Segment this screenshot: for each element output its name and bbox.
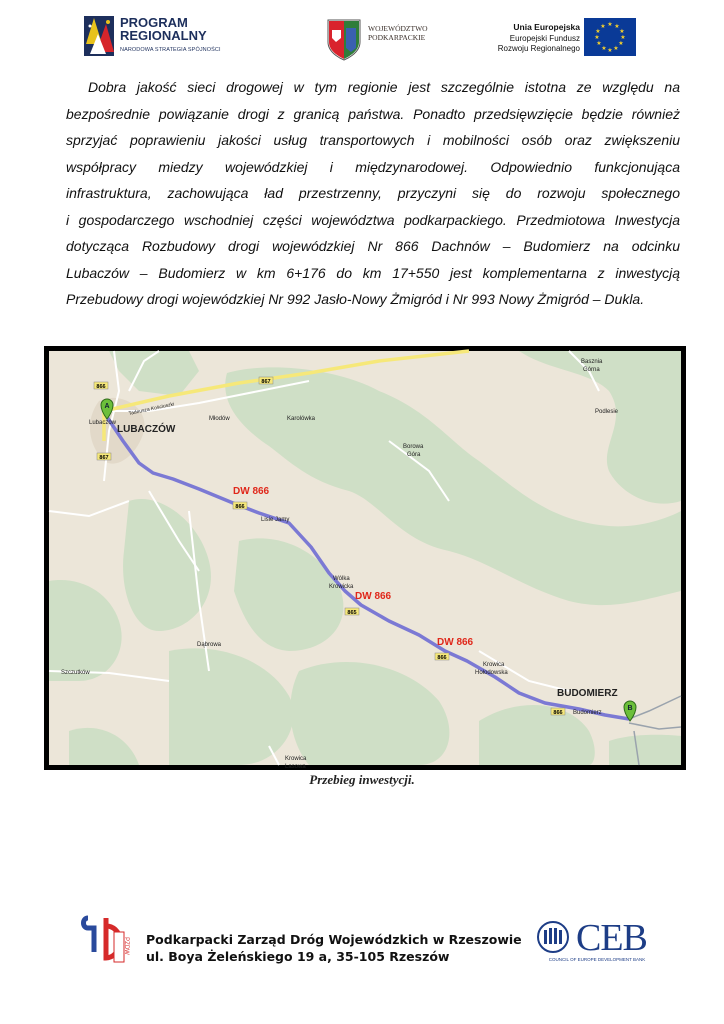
paragraph-line: dotycząca Rozbudowy drogi wojewódzkiej Nr 866 Dachnów – Budomierz na odcinku (66, 238, 680, 254)
program-regionalny-emblem (82, 14, 118, 58)
svg-text:★: ★ (600, 23, 606, 30)
footer-address (146, 931, 522, 965)
svg-text:★: ★ (607, 47, 613, 54)
eu-fund-logo (478, 16, 638, 64)
program-regionalny-logo (82, 14, 242, 60)
svg-text:★: ★ (594, 34, 600, 41)
svg-text:★: ★ (613, 45, 619, 52)
krowica-holodowska-label-2: Hołodowska (475, 670, 508, 676)
dabrowa-label: Dąbrowa (197, 642, 222, 648)
svg-text:★: ★ (620, 34, 626, 41)
svg-text:★: ★ (601, 45, 607, 52)
route-map-frame (44, 346, 686, 770)
basznia-label: Basznia (581, 359, 603, 365)
budomierz-label: BUDOMIERZ (557, 688, 618, 699)
road-badge-865: 865 (347, 610, 357, 616)
paragraph-line: bezpośrednie powiązanie drogi z granicą państwa. Ponadto przedsięwzięcie będzie również (66, 105, 680, 122)
program-logo-title: PROGRAM REGIONALNY (120, 15, 207, 43)
krowica-lasowa-label: Krowica (285, 756, 307, 762)
krowica-lasowa-label-2: Lasowa (285, 764, 306, 770)
svg-text:★: ★ (596, 40, 602, 47)
svg-text:★: ★ (595, 28, 601, 35)
route-label-dw866: DW 866 (355, 591, 392, 602)
pzdw-logo (80, 912, 128, 968)
szczutkow-label: Szczutków (61, 670, 90, 676)
budomierz-small-label: Budomierz (573, 710, 602, 716)
lisie-jamy-label: Lisie Jamy (261, 517, 290, 523)
paragraph-line: infrastruktura, zachowująca ład przestrzenny, przyczyni się do rozwoju społecznego (66, 185, 680, 201)
marker-a-label: A (104, 403, 110, 410)
svg-text:★: ★ (618, 40, 624, 47)
wolka-krowicka-label: Wólka (333, 576, 350, 582)
ceb-letters: CEB (576, 917, 647, 959)
svg-text:★: ★ (607, 21, 613, 28)
marker-b-label: B (627, 705, 633, 712)
paragraph-line: Dobra jakość sieci drogowej w tym regionie jest szczególnie istotna ze względu na (88, 79, 680, 95)
road-badge-867: 867 (261, 379, 271, 385)
footer-line-2: ul. Boya Żeleńskiego 19 a, 35-105 Rzeszów (146, 949, 450, 964)
svg-text:★: ★ (614, 23, 620, 30)
ceb-subtitle: COUNCIL OF EUROPE DEVELOPMENT BANK (548, 957, 646, 962)
ceb-logo (534, 917, 660, 964)
lubaczow-small-label: Lubaczów (89, 420, 117, 426)
paragraph-line: Przebudowy drogi wojewódzkiej Nr 992 Jasło-Nowy Żmigród i Nr 993 Nowy Żmigród – Dukla. (66, 291, 645, 307)
basznia-label-2: Górna (583, 367, 600, 373)
road-badge-866: 866 (235, 504, 245, 510)
karolowka-label: Karolówka (287, 416, 316, 422)
program-logo-subtitle: NARODOWA STRATEGIA SPÓJNOŚCI (120, 47, 221, 53)
voivodeship-logo-text: WOJEWÓDZTWO PODKARPACKIE (368, 24, 428, 42)
paragraph-line: i gospodarczego wschodniej części województwa podkarpackiego. Przedmiotowa Inwestycja (66, 211, 680, 228)
route-label-dw866: DW 866 (233, 486, 270, 497)
podlesie-label: Podlesie (595, 409, 619, 415)
svg-text:★: ★ (619, 28, 625, 35)
lubaczow-label: LUBACZÓW (117, 424, 176, 435)
paragraph-line: Lubaczów – Budomierz w km 6+176 do km 17+550 jest komplementarna z inwestycją (66, 264, 680, 281)
route-map-svg (49, 351, 681, 770)
paragraph-line: współpracy miedzy wojewódzkiej i międzynarodowej. Odpowiednio funkcjonująca (66, 158, 680, 175)
route-label-dw866: DW 866 (437, 637, 474, 648)
eu-logo-text: Unia Europejska Europejski Fundusz Rozwoju Regionalnego (497, 22, 580, 53)
krowica-holodowska-label: Krowica (483, 662, 505, 668)
ceb-emblem-icon (534, 920, 572, 954)
mlodow-label: Młodów (209, 416, 230, 422)
wolka-krowicka-label-2: Krowicka (329, 584, 354, 590)
coat-of-arms-icon (326, 18, 362, 62)
map-caption: Przebieg inwestycji. (309, 772, 415, 787)
street-label: Tadeusza Kościuszki (128, 401, 175, 417)
route-map (49, 351, 681, 770)
road-badge-867: 867 (99, 455, 109, 461)
paragraph-line: sprzyjać poprawieniu jakości usług transportowych i mobilności osób oraz zwiększeniu (66, 132, 680, 148)
road-badge-866: 866 (96, 384, 106, 390)
borowa-gora-label: Borowa (403, 444, 424, 450)
pzdw-text: PZDW (123, 937, 129, 955)
eu-flag-icon (584, 18, 636, 56)
footer-line-1: Podkarpacki Zarząd Dróg Wojewódzkich w Rzeszowie (146, 932, 522, 947)
road-badge-866: 866 (553, 710, 563, 716)
pzdw-emblem (80, 912, 128, 968)
body-paragraph (66, 74, 680, 313)
borowa-gora-label-2: Góra (407, 452, 421, 458)
wojewodztwo-podkarpackie-logo (326, 18, 446, 64)
road-badge-866: 866 (437, 655, 447, 661)
